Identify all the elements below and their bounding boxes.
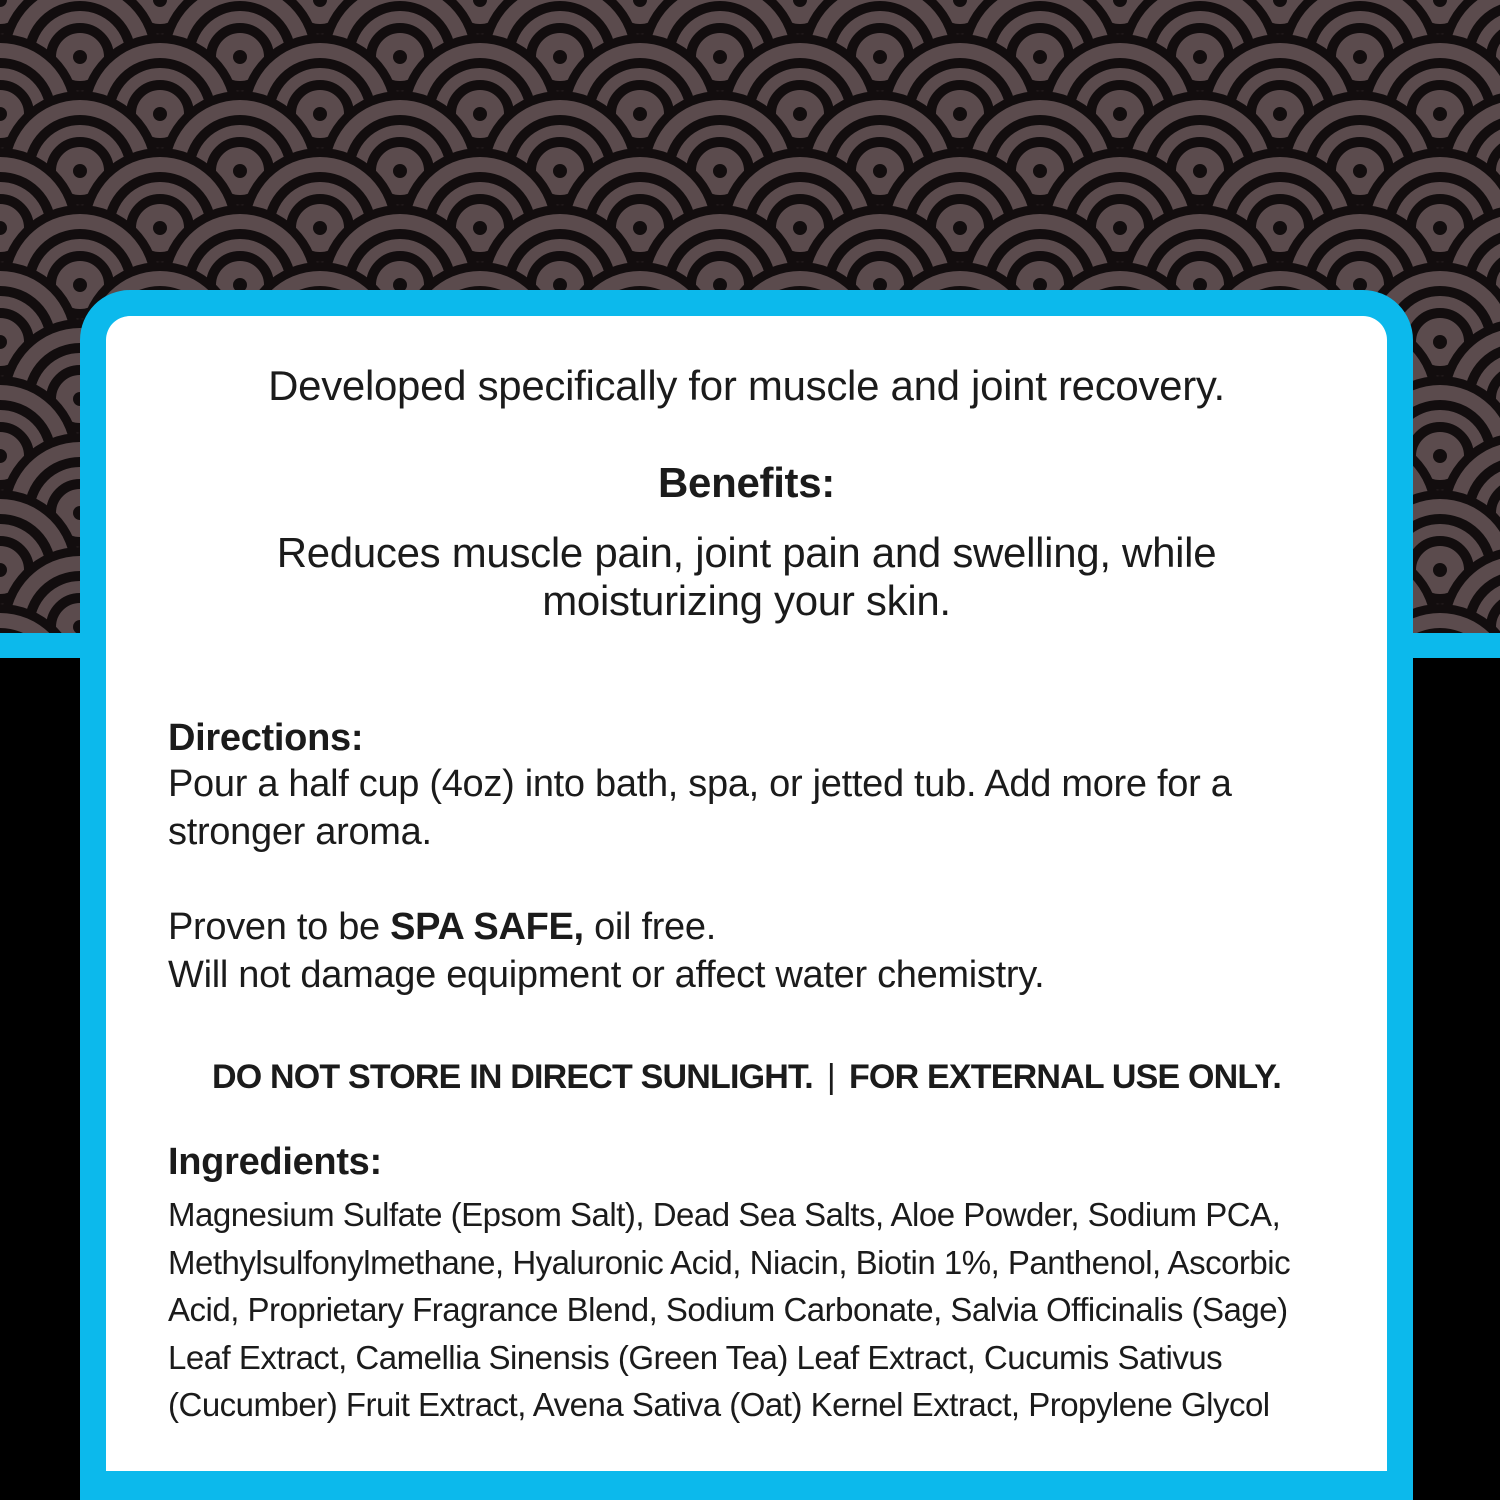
spa-bold: SPA SAFE, [390,906,584,948]
ingredients-line-1: Magnesium Sulfate (Epsom Salt), Dead Sea Salts, Aloe Powder, Sodium PCA, [168,1196,1281,1233]
directions-heading: Directions: [168,717,364,759]
directions-body [168,761,1325,856]
warning-line [168,1056,1325,1098]
ingredients-list [168,1191,1325,1429]
label-card-content [106,316,1387,1471]
benefits-line-2: moisturizing your skin. [542,577,951,624]
spa-safe-line [168,904,1325,952]
intro-text: Developed specifically for muscle and joint recovery. [268,362,1225,409]
directions-line-2: stronger aroma. [168,810,432,853]
warning-sunlight: DO NOT STORE IN DIRECT SUNLIGHT. [211,1058,813,1096]
ingredients-line-3: Acid, Proprietary Fragrance Blend, Sodium Carbonate, Salvia Officinalis (Sage) [168,1291,1288,1329]
ingredients-line-5: (Cucumber) Fruit Extract, Avena Sativa (Oat) Kernel Extract, Propylene Glycol [168,1386,1270,1424]
spa-prefix: Proven to be [168,906,391,948]
label-card [80,290,1413,1500]
ingredients-heading: Ingredients: [168,1141,382,1183]
ingredients-line-4: Leaf Extract, Camellia Sinensis (Green Tea) Leaf Extract, Cucumis Sativus [168,1338,1223,1376]
benefits-body [168,529,1325,625]
spa-line-2: Will not damage equipment or affect water chemistry. [168,953,1045,996]
spa-safe-note [168,904,1325,999]
benefits-heading: Benefits: [658,459,835,506]
intro-line [168,361,1325,411]
spa-suffix: oil free. [583,906,716,948]
benefits-line-1: Reduces muscle pain, joint pain and swelling, while [276,529,1217,576]
warning-external: FOR EXTERNAL USE ONLY. [848,1058,1281,1096]
directions-line-1: Pour a half cup (4oz) into bath, spa, or jetted tub. Add more for a [168,763,1232,805]
ingredients-line-2: Methylsulfonylmethane, Hyaluronic Acid, Niacin, Biotin 1%, Panthenol, Ascorbic [168,1243,1291,1281]
warning-separator: | [826,1058,835,1096]
